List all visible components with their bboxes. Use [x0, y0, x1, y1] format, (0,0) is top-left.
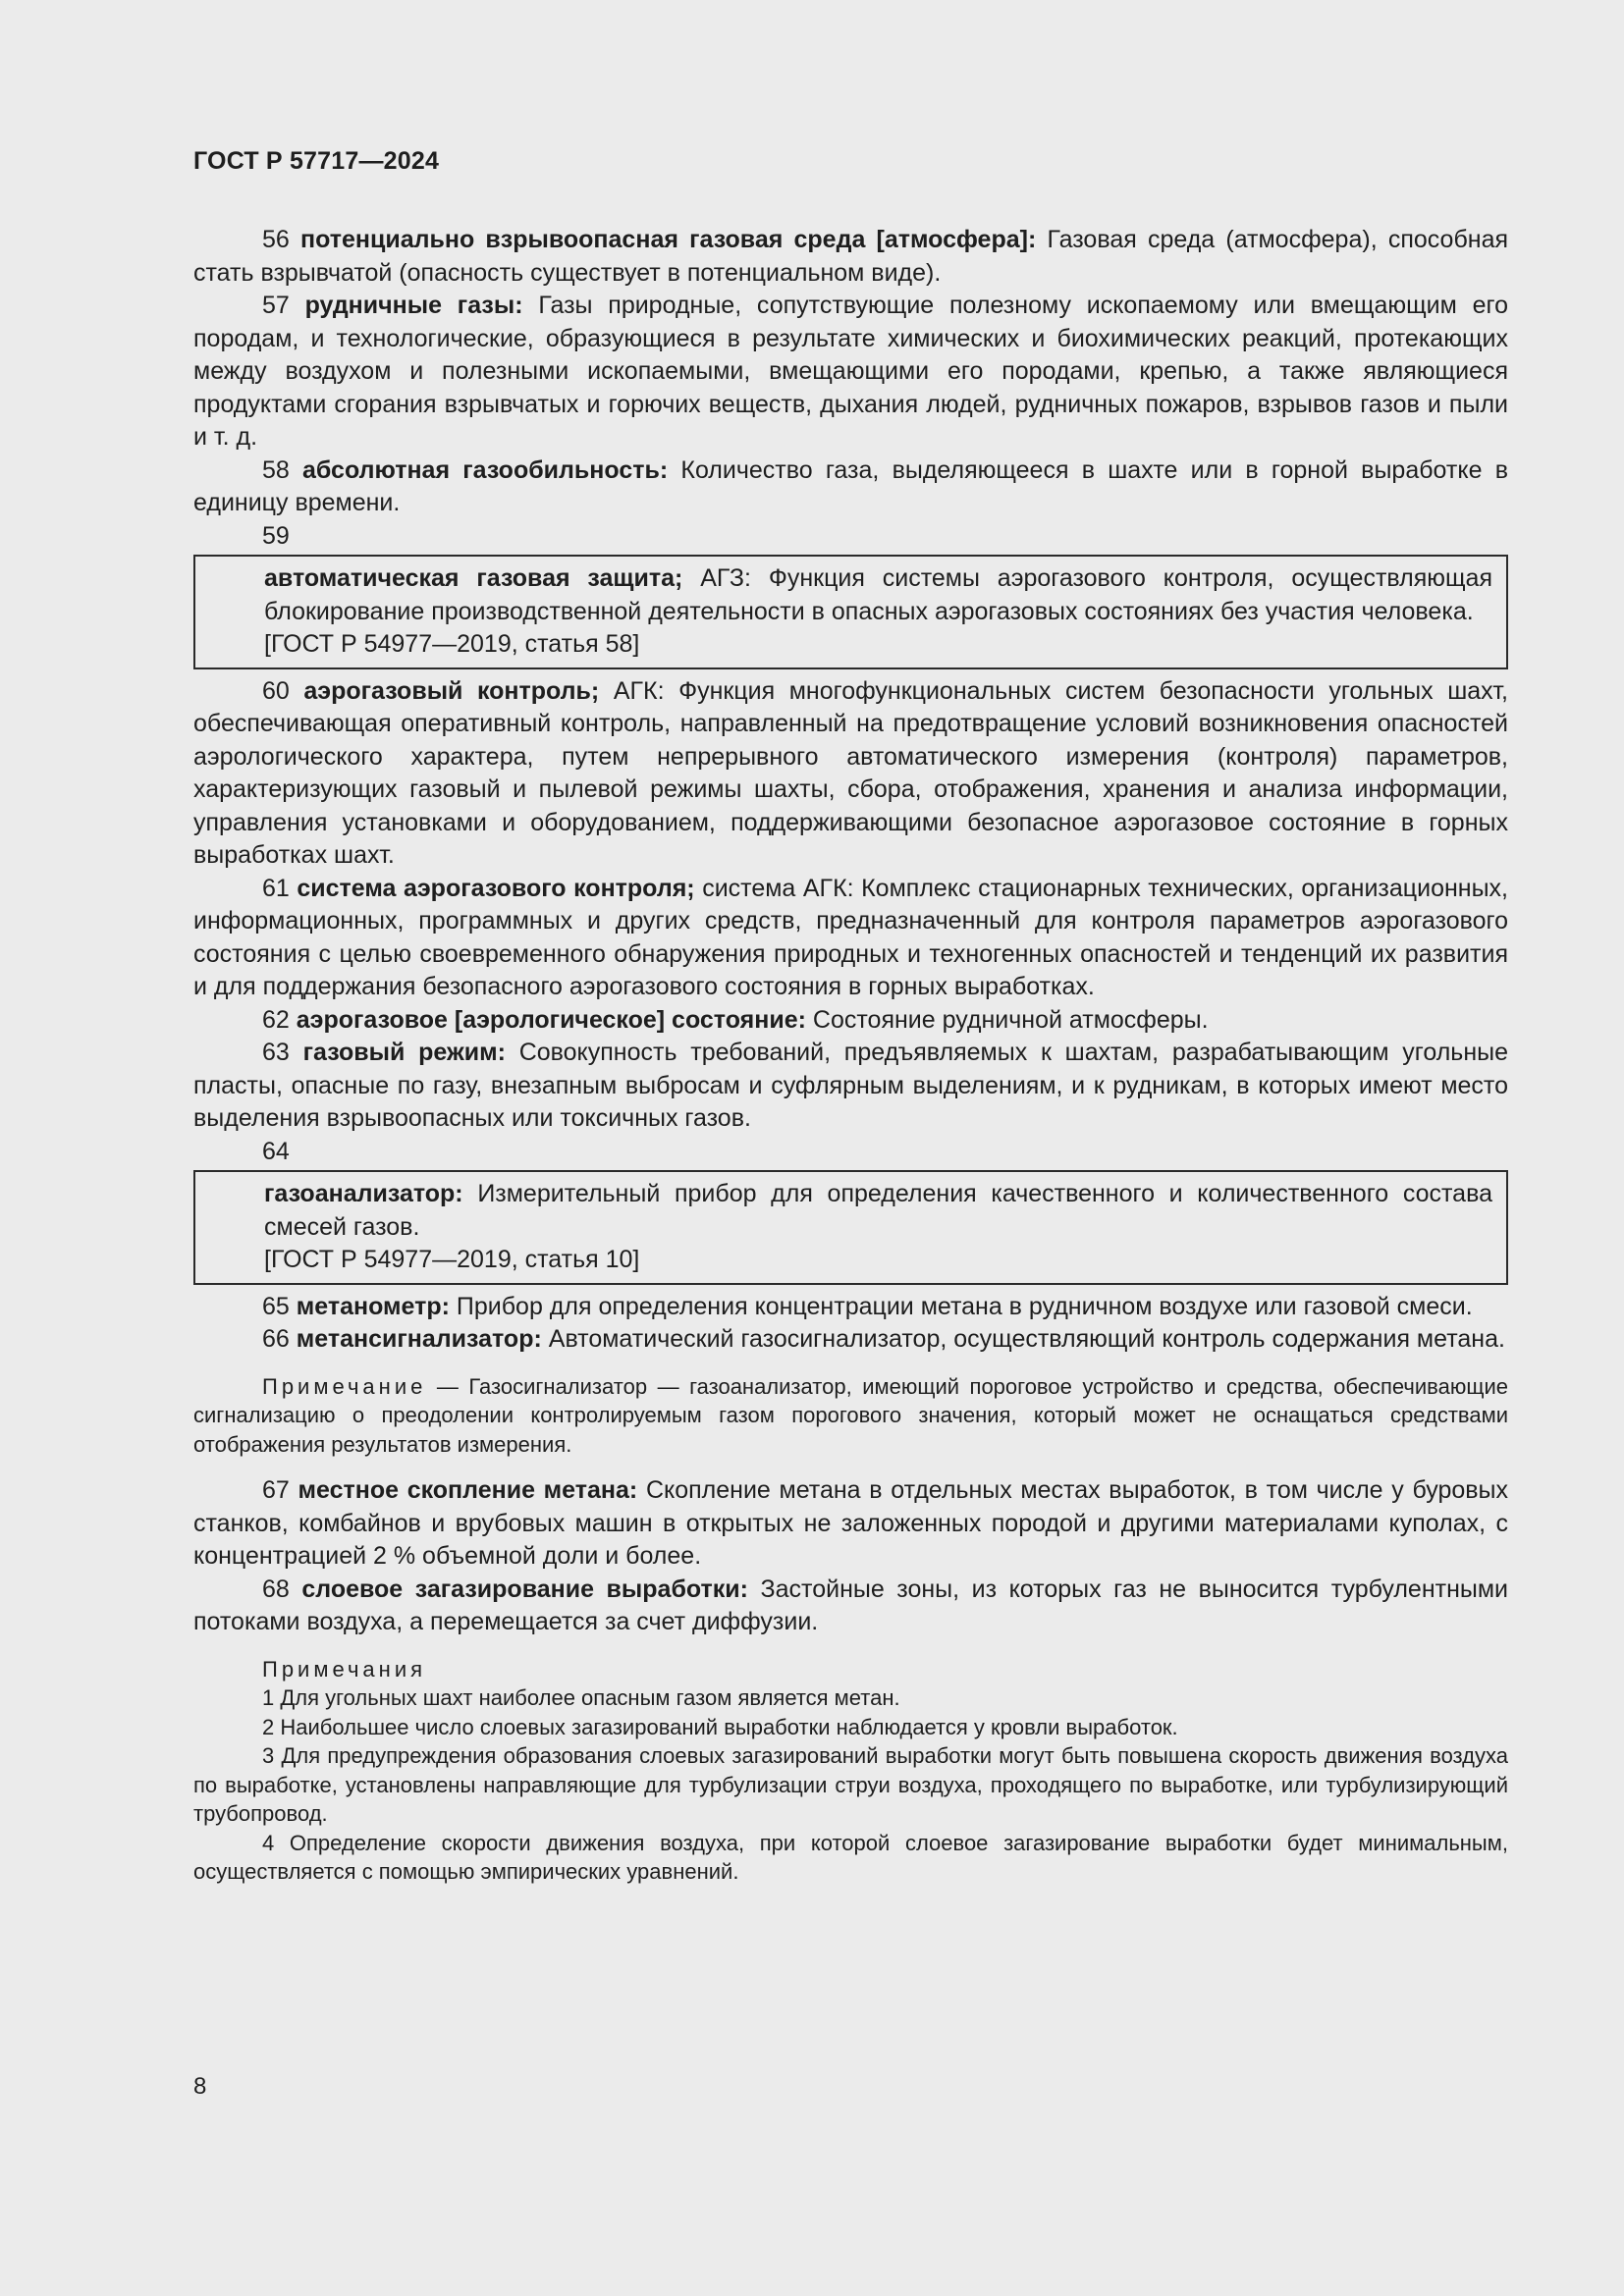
entry-term: автоматическая газовая защита; — [264, 564, 683, 592]
entry-number: 64 — [262, 1137, 290, 1165]
entry-58 — [193, 454, 1508, 520]
entry-59-box — [193, 555, 1508, 669]
document-header: ГОСТ Р 57717—2024 — [193, 147, 440, 175]
entry-56 — [193, 224, 1508, 290]
entry-term: потенциально взрывоопасная газовая среда [атмосфера]: — [300, 226, 1037, 253]
note-item: 2 Наибольшее число слоевых загазирований выработки наблюдается у кровли выработок. — [262, 1714, 1178, 1739]
entry-62 — [193, 1004, 1508, 1038]
entry-text: Прибор для определения концентрации метана в рудничном воздухе или газовой смеси. — [456, 1292, 1473, 1320]
entry-text: Совокупность требований, предъявляемых к шахтам, разрабатывающим угольные пласты, опасные по газу, внезапным выбросам и суфлярным выделениям, и к рудникам, в которых имеют место выделения взрывоопасных или токсичных газов. — [193, 1039, 1508, 1132]
entry-number: 62 — [262, 1005, 290, 1034]
entry-term: система аэрогазового контроля; — [297, 874, 695, 902]
content-body — [193, 224, 1508, 1887]
notes-68 — [193, 1655, 1508, 1887]
entry-63 — [193, 1037, 1508, 1136]
entry-term: газоанализатор: — [264, 1180, 463, 1207]
entry-65 — [193, 1291, 1508, 1324]
entry-text: система АГК: Комплекс стационарных технических, организационных, информационных, программных и других средств, предназначенный для контроля параметров аэрогазового состояния с целью своевременного обнаружения природных и техногенных опасностей и тенденций их развития и для поддержания безопасного аэрогазового состояния в горных выработках. — [193, 874, 1508, 1000]
entry-text: Газовая среда (атмосфера), способная стать взрывчатой (опасность существует в потенциальном виде). — [193, 226, 1509, 287]
entry-reference: [ГОСТ Р 54977—2019, статья 58] — [264, 630, 640, 658]
entry-term: местное скопление метана: — [298, 1476, 638, 1504]
entry-number: 65 — [262, 1292, 290, 1320]
note-item: 1 Для угольных шахт наиболее опасным газом является метан. — [262, 1685, 900, 1710]
entry-number: 68 — [262, 1575, 290, 1603]
entry-number: 56 — [262, 226, 290, 253]
note-item: 3 Для предупреждения образования слоевых загазирований выработки могут быть повышена скорость движения воздуха по выработке, установлены направляющие для турбулизации струи воздуха, проходящего по выработке, или турбулизирующий трубопровод. — [193, 1743, 1508, 1826]
notes-title: Примечания — [262, 1656, 427, 1682]
entry-68 — [193, 1574, 1508, 1639]
entry-61 — [193, 873, 1508, 1004]
entry-term: рудничные газы: — [304, 292, 523, 319]
note-label: Примечание — [262, 1373, 427, 1399]
entry-number: 57 — [262, 292, 290, 319]
entry-67 — [193, 1474, 1508, 1574]
entry-number: 59 — [262, 521, 290, 550]
entry-text: Измерительный прибор для определения качественного и количественного состава смесей газов. — [264, 1180, 1492, 1241]
entry-number: 63 — [262, 1039, 290, 1066]
entry-text: АГЗ: Функция системы аэрогазового контроля, осуществляющая блокирование производственной деятельности в опасных аэрогазовых состояниях без участия человека. — [264, 564, 1493, 625]
entry-number: 61 — [262, 874, 290, 902]
entry-64-box — [193, 1170, 1508, 1285]
entry-term: метанометр: — [296, 1292, 450, 1320]
entry-57 — [193, 290, 1508, 454]
entry-term: слоевое загазирование выработки: — [301, 1575, 748, 1603]
entry-term: метансигнализатор: — [296, 1325, 542, 1353]
entry-text: АГК: Функция многофункциональных систем безопасности угольных шахт, обеспечивающая оперативный контроль, направленный на предотвращение условий возникновения опасностей аэрологического характера, путем непрерывного автоматического измерения (контроля) параметров, характеризующих газовый и пылевой режимы шахты, сбора, отображения, хранения и анализа информации, управления установками и оборудованием, поддерживающими безопасное аэрогазовое состояние в горных выработках шахт. — [193, 676, 1509, 869]
entry-term: аэрогазовый контроль; — [303, 676, 600, 705]
entry-64 — [264, 1178, 1492, 1244]
entry-59 — [264, 562, 1492, 628]
entry-60 — [193, 675, 1508, 873]
entry-number: 58 — [262, 455, 290, 484]
entry-number: 66 — [262, 1325, 290, 1353]
entry-66 — [193, 1323, 1508, 1357]
page-number: 8 — [193, 2073, 207, 2100]
entry-text: Скопление метана в отдельных местах выработок, в том числе у буровых станков, комбайнов и врубовых машин в открытых не заложенных породой и другими материалами куполах, с концентрацией 2 % объемной доли и более. — [193, 1476, 1509, 1570]
entry-term: абсолютная газообильность: — [302, 455, 669, 484]
entry-text: Застойные зоны, из которых газ не выносится турбулентными потоками воздуха, а перемещается за счет диффузии. — [193, 1575, 1508, 1635]
entry-text: Количество газа, выделяющееся в шахте или в горной выработке в единицу времени. — [193, 455, 1508, 516]
entry-text: Состояние рудничной атмосферы. — [812, 1005, 1209, 1034]
note-item: 4 Определение скорости движения воздуха, при которой слоевое загазирование выработки будет минимальным, осуществляется с помощью эмпирических уравнений. — [193, 1830, 1508, 1884]
note-text: — Газосигнализатор — газоанализатор, имеющий пороговое устройство и средства, обеспечивающие сигнализацию о преодолении контролируемым газом порогового значения, который может не оснащаться средствами отображения результатов измерения. — [193, 1373, 1508, 1457]
entry-number: 60 — [262, 676, 290, 705]
entry-text: Газы природные, сопутствующие полезному ископаемому или вмещающим его породам, и технологические, образующиеся в результате химических и биохимических реакций, протекающих между воздухом и полезными ископаемыми, вмещающими его породами, крепью, а также являющиеся продуктами сгорания взрывчатых и горючих веществ, дыхания людей, рудничных пожаров, взрывов газов и пыли и т. д. — [193, 292, 1508, 451]
entry-term: газовый режим: — [302, 1039, 506, 1066]
entry-term: аэрогазовое [аэрологическое] состояние: — [296, 1005, 806, 1034]
note-66 — [193, 1372, 1508, 1460]
entry-text: Автоматический газосигнализатор, осуществляющий контроль содержания метана. — [548, 1325, 1505, 1353]
entry-number: 67 — [262, 1476, 290, 1504]
entry-reference: [ГОСТ Р 54977—2019, статья 10] — [264, 1246, 640, 1273]
